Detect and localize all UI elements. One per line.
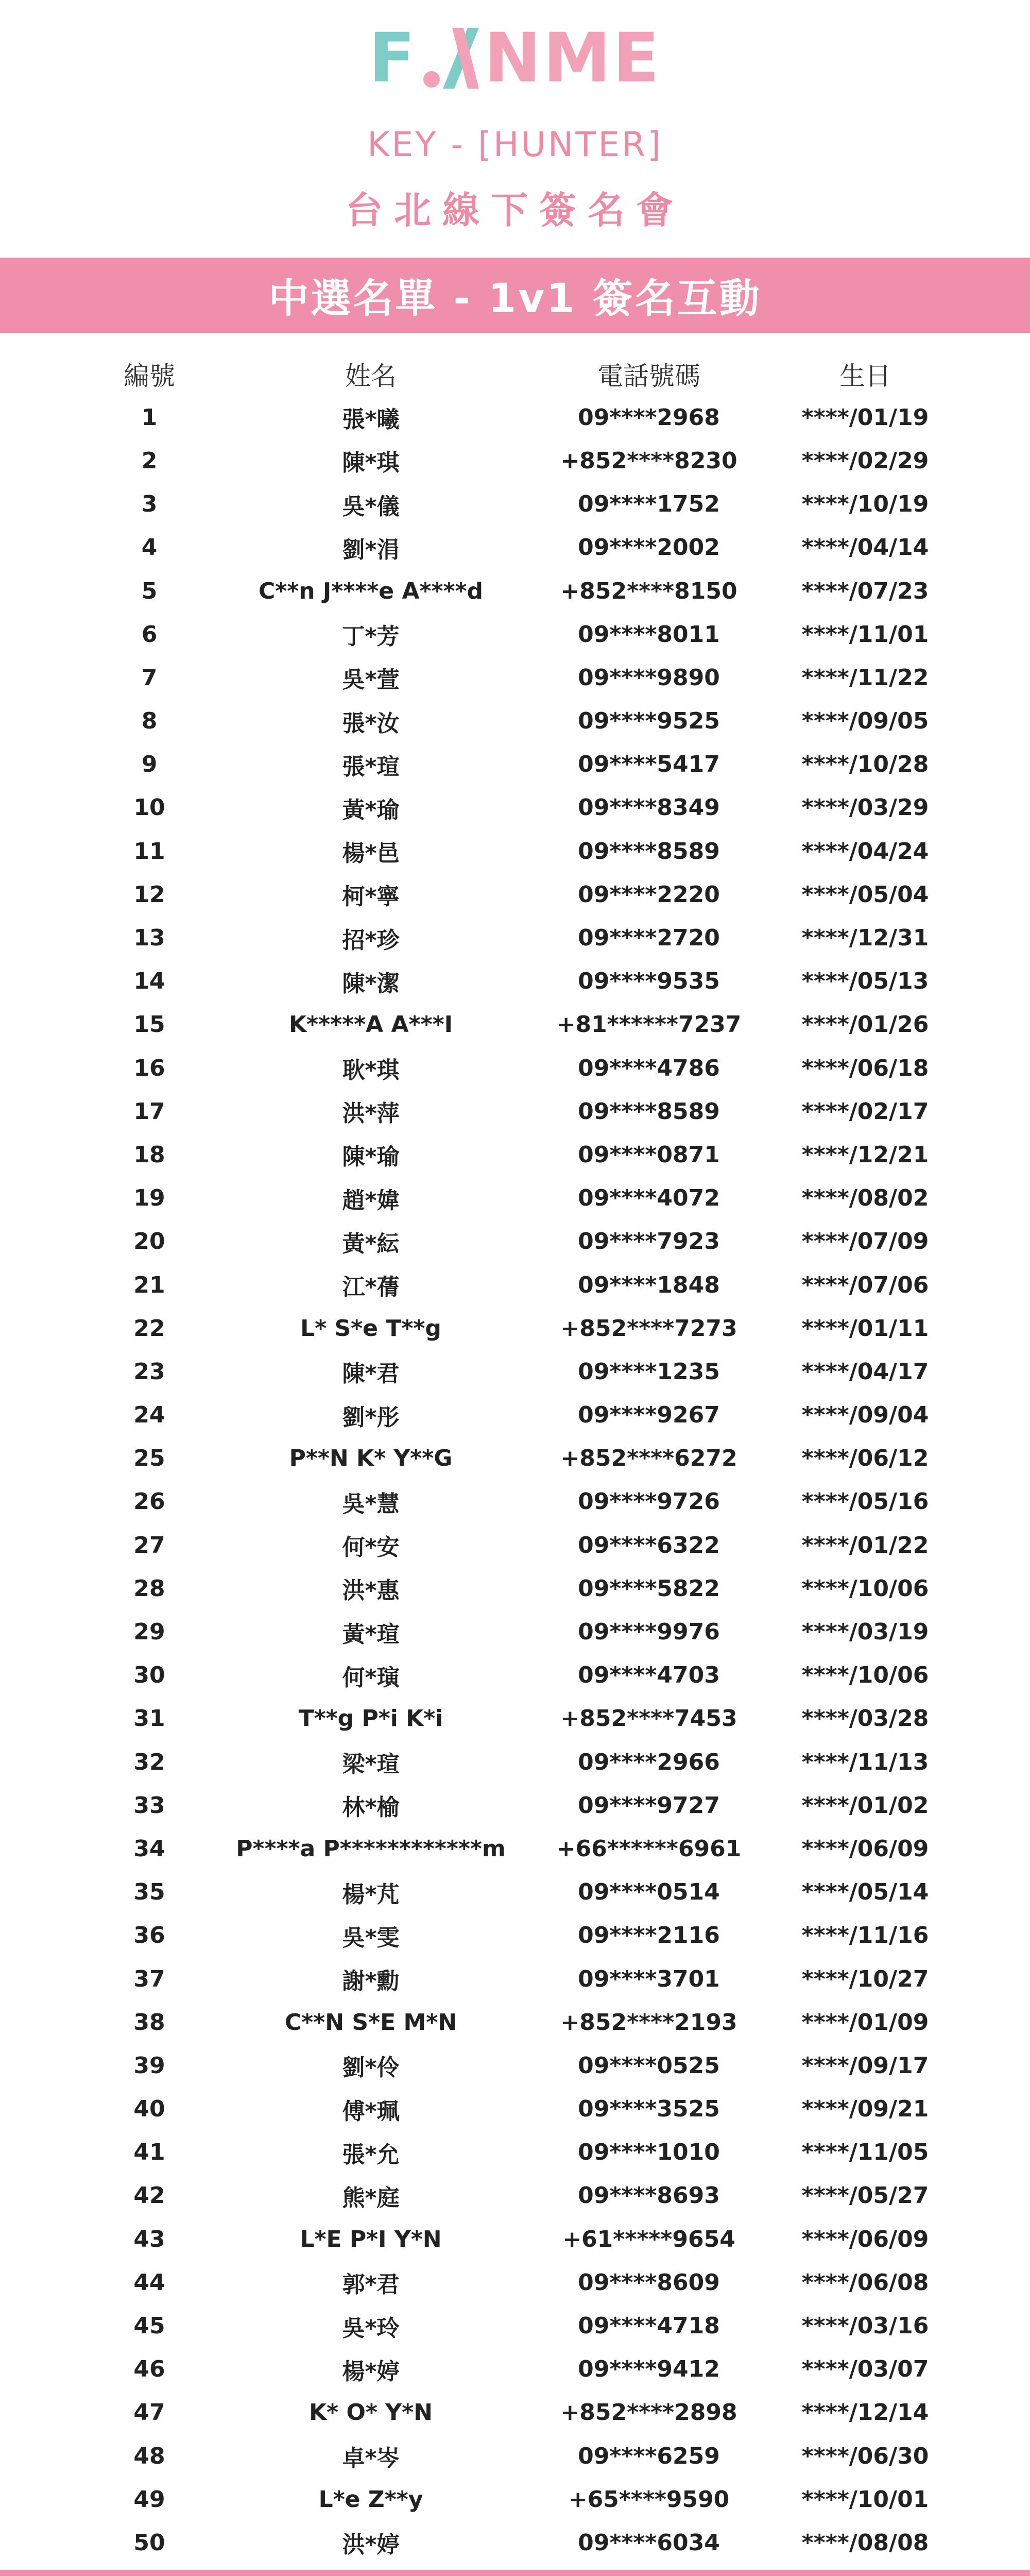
row-birthday: ****/05/14 [801, 1879, 929, 1906]
table-row [0, 1133, 1030, 1176]
row-no: 32 [133, 1749, 165, 1775]
row-phone: +61*****9654 [562, 2226, 735, 2252]
row-phone: +81******7237 [556, 1011, 742, 1038]
row-no: 17 [133, 1098, 165, 1125]
row-birthday: ****/10/06 [801, 1662, 929, 1689]
row-no: 31 [133, 1705, 165, 1732]
row-birthday: ****/12/14 [801, 2399, 929, 2426]
row-no: 3 [141, 491, 158, 518]
row-phone: 09****9727 [578, 1792, 720, 1819]
row-birthday: ****/03/16 [801, 2313, 929, 2340]
table-row [0, 1177, 1030, 1220]
table-row [0, 1090, 1030, 1133]
row-name: 黃*紜 [342, 1230, 400, 1257]
row-no: 35 [133, 1879, 165, 1906]
row-birthday: ****/07/09 [801, 1228, 929, 1255]
row-no: 6 [141, 621, 158, 648]
row-name: 丁*芳 [342, 623, 400, 650]
row-name: L* S*e T**g [300, 1315, 441, 1342]
row-phone: 09****6322 [578, 1532, 720, 1558]
row-name: K* O* Y*N [309, 2399, 433, 2426]
row-name: 黃*瑜 [342, 796, 400, 823]
row-no: 5 [141, 578, 158, 604]
table-row [0, 1827, 1030, 1870]
table-row [0, 700, 1030, 743]
row-name: 張*允 [342, 2141, 400, 2168]
event-title: KEY - [HUNTER] [367, 125, 663, 164]
table-row [0, 873, 1030, 916]
table-row [0, 613, 1030, 656]
row-no: 11 [133, 838, 165, 865]
row-name: 招*珍 [342, 927, 400, 954]
row-phone: 09****9890 [578, 664, 720, 691]
row-name: 洪*惠 [342, 1578, 400, 1604]
row-name: 洪*萍 [342, 1100, 400, 1127]
table-row [0, 2261, 1030, 2304]
row-birthday: ****/01/26 [801, 1011, 929, 1038]
row-phone: 09****9976 [578, 1619, 720, 1646]
table-row [0, 2478, 1030, 2521]
row-no: 12 [133, 881, 165, 908]
row-birthday: ****/05/27 [801, 2182, 929, 2209]
row-phone: +66******6961 [556, 1835, 742, 1862]
row-no: 19 [133, 1185, 165, 1212]
row-phone: 09****9726 [578, 1488, 720, 1515]
table-row [0, 439, 1030, 482]
row-name: 卓*岑 [342, 2445, 400, 2472]
row-birthday: ****/09/21 [801, 2096, 929, 2123]
table-row [0, 656, 1030, 699]
table-row [0, 569, 1030, 613]
row-phone: 09****9535 [578, 968, 720, 995]
row-phone: +65****9590 [568, 2486, 730, 2513]
row-no: 42 [133, 2182, 165, 2209]
row-name: 吳*雯 [342, 1924, 400, 1951]
table-row [0, 2217, 1030, 2261]
row-birthday: ****/03/28 [801, 1705, 929, 1732]
row-name: 熊*庭 [342, 2184, 400, 2211]
table-row [0, 2304, 1030, 2347]
row-phone: 09****7923 [578, 1228, 720, 1255]
row-phone: +852****8230 [560, 447, 737, 474]
row-no: 25 [133, 1445, 165, 1472]
row-name: 柯*寧 [342, 884, 400, 910]
row-no: 21 [133, 1272, 165, 1298]
row-no: 50 [133, 2529, 165, 2556]
row-name: 郭*君 [342, 2272, 400, 2298]
row-name: 劉*涓 [342, 536, 400, 563]
row-birthday: ****/05/13 [801, 968, 929, 995]
row-no: 20 [133, 1228, 165, 1255]
row-birthday: ****/11/22 [801, 664, 929, 691]
row-phone: 09****4786 [578, 1055, 720, 1081]
row-birthday: ****/04/24 [801, 838, 929, 865]
row-birthday: ****/03/19 [801, 1619, 929, 1646]
row-phone: 09****4072 [578, 1185, 720, 1212]
table-row [0, 1784, 1030, 1827]
row-birthday: ****/08/08 [801, 2529, 929, 2556]
row-name: 吳*萱 [342, 667, 400, 693]
row-no: 43 [133, 2226, 165, 2252]
table-row [0, 2088, 1030, 2131]
event-subtitle: 台北線下簽名會 [345, 189, 684, 232]
row-phone: +852****8150 [560, 578, 737, 604]
row-no: 46 [133, 2356, 165, 2383]
row-phone: +852****2898 [560, 2399, 737, 2426]
row-birthday: ****/04/17 [801, 1358, 929, 1385]
row-phone: 09****0525 [578, 2052, 720, 2079]
row-name: 劉*伶 [342, 2055, 400, 2081]
row-no: 7 [141, 664, 158, 691]
row-birthday: ****/11/01 [801, 621, 929, 648]
row-birthday: ****/10/06 [801, 1575, 929, 1602]
row-no: 2 [141, 447, 158, 474]
row-birthday: ****/01/02 [801, 1792, 929, 1819]
row-name: 楊*邑 [342, 840, 400, 867]
row-no: 37 [133, 1965, 165, 1992]
row-birthday: ****/06/18 [801, 1055, 929, 1081]
table-row [0, 1523, 1030, 1567]
table-row [0, 1003, 1030, 1046]
logo-a-mark [422, 28, 479, 89]
row-birthday: ****/03/29 [801, 794, 929, 821]
row-birthday: ****/01/09 [801, 2009, 929, 2036]
row-phone: +852****2193 [560, 2009, 737, 2036]
row-name: 耿*琪 [342, 1057, 400, 1084]
row-birthday: ****/10/27 [801, 1965, 929, 1992]
row-name: 陳*瑜 [342, 1144, 400, 1171]
table-row [0, 960, 1030, 1003]
table-row [0, 1697, 1030, 1740]
row-name: 楊*婷 [342, 2358, 400, 2385]
table-row [0, 483, 1030, 526]
row-birthday: ****/03/07 [801, 2356, 929, 2383]
row-phone: 09****8349 [578, 794, 720, 821]
row-no: 18 [133, 1141, 165, 1168]
row-no: 34 [133, 1835, 165, 1862]
row-name: 江*蒨 [342, 1274, 400, 1301]
row-birthday: ****/09/05 [801, 708, 929, 735]
row-phone: 09****9525 [578, 708, 720, 735]
section1-banner: 中選名單 - 1v1 簽名互動 [0, 258, 1030, 333]
row-no: 23 [133, 1358, 165, 1385]
table-row [0, 1307, 1030, 1350]
row-phone: 09****6259 [578, 2443, 720, 2469]
table-header-row [0, 352, 1030, 396]
table-row [0, 1567, 1030, 1610]
row-birthday: ****/09/04 [801, 1402, 929, 1429]
row-phone: +852****7273 [560, 1315, 737, 1342]
row-name: C**n J****e A****d [258, 578, 484, 604]
row-name: 黃*瑄 [342, 1621, 400, 1648]
row-phone: 09****5822 [578, 1575, 720, 1602]
table-row [0, 786, 1030, 829]
table-row [0, 1654, 1030, 1697]
table-row [0, 1740, 1030, 1784]
row-birthday: ****/12/31 [801, 925, 929, 952]
row-name: 林*榆 [342, 1794, 400, 1821]
row-no: 9 [141, 751, 158, 778]
table-row [0, 2001, 1030, 2044]
row-phone: 09****5417 [578, 751, 720, 778]
row-no: 10 [133, 794, 165, 821]
row-birthday: ****/02/29 [801, 447, 929, 474]
row-birthday: ****/09/17 [801, 2052, 929, 2079]
table-row [0, 2044, 1030, 2087]
row-phone: 09****1235 [578, 1358, 720, 1385]
row-phone: 09****3525 [578, 2096, 720, 2123]
row-no: 14 [133, 968, 165, 995]
row-no: 24 [133, 1402, 165, 1429]
row-no: 49 [133, 2486, 165, 2513]
table-row [0, 1220, 1030, 1263]
row-birthday: ****/05/16 [801, 1488, 929, 1515]
row-birthday: ****/07/23 [801, 578, 929, 604]
row-birthday: ****/06/30 [801, 2443, 929, 2469]
row-no: 47 [133, 2399, 165, 2426]
col-birthday-header: 生日 [839, 361, 891, 392]
row-phone: 09****3701 [578, 1965, 720, 1992]
col-no-header: 編號 [124, 361, 175, 392]
table-row [0, 2391, 1030, 2434]
table-row [0, 1263, 1030, 1307]
row-name: 趙*媁 [342, 1187, 400, 1214]
row-no: 13 [133, 925, 165, 952]
section1-table [0, 352, 1030, 2565]
row-no: 45 [133, 2313, 165, 2340]
row-phone: 09****0871 [578, 1141, 720, 1168]
row-birthday: ****/11/05 [801, 2139, 929, 2166]
table-row [0, 1871, 1030, 1914]
row-birthday: ****/07/06 [801, 1272, 929, 1298]
row-no: 15 [133, 1011, 165, 1038]
col-phone-header: 電話號碼 [597, 361, 700, 392]
table-row [0, 1046, 1030, 1090]
row-name: 劉*彤 [342, 1404, 400, 1431]
row-phone: 09****8011 [578, 621, 720, 648]
row-birthday: ****/06/09 [801, 1835, 929, 1862]
table-row [0, 916, 1030, 959]
row-birthday: ****/10/01 [801, 2486, 929, 2513]
row-no: 44 [133, 2269, 165, 2296]
row-phone: 09****8589 [578, 1098, 720, 1125]
row-phone: 09****2720 [578, 925, 720, 952]
row-phone: 09****1010 [578, 2139, 720, 2166]
row-phone: 09****1848 [578, 1272, 720, 1298]
row-no: 39 [133, 2052, 165, 2079]
row-name: 張*曦 [342, 406, 400, 433]
row-name: 陳*潔 [342, 970, 400, 997]
row-phone: 09****1752 [578, 491, 720, 518]
row-name: 謝*勳 [342, 1968, 400, 1995]
row-no: 41 [133, 2139, 165, 2166]
table-row [0, 829, 1030, 873]
row-name: 梁*瑄 [342, 1751, 400, 1778]
row-phone: +852****7453 [560, 1705, 737, 1732]
row-name: 傅*珮 [342, 2098, 400, 2125]
row-no: 16 [133, 1055, 165, 1081]
row-birthday: ****/02/17 [801, 1098, 929, 1125]
row-name: 張*汝 [342, 710, 400, 737]
row-phone: 09****8693 [578, 2182, 720, 2209]
row-name: T**g P*i K*i [298, 1705, 443, 1732]
row-phone: 09****2966 [578, 1749, 720, 1775]
row-birthday: ****/11/13 [801, 1749, 929, 1775]
row-no: 28 [133, 1575, 165, 1602]
row-phone: 09****2220 [578, 881, 720, 908]
row-birthday: ****/01/22 [801, 1532, 929, 1558]
table-row [0, 1394, 1030, 1437]
row-birthday: ****/10/28 [801, 751, 929, 778]
row-no: 40 [133, 2096, 165, 2123]
row-phone: 09****2968 [578, 404, 720, 431]
row-birthday: ****/06/12 [801, 1445, 929, 1472]
table-row [0, 1914, 1030, 1957]
table-row [0, 1480, 1030, 1523]
row-birthday: ****/06/09 [801, 2226, 929, 2252]
row-no: 27 [133, 1532, 165, 1558]
row-phone: 09****4703 [578, 1662, 720, 1689]
table-row [0, 743, 1030, 786]
row-no: 26 [133, 1488, 165, 1515]
row-phone: 09****9267 [578, 1402, 720, 1429]
row-name: P****a P************m [236, 1835, 506, 1862]
row-name: 吳*儀 [342, 493, 400, 520]
row-phone: 09****2002 [578, 534, 720, 561]
row-birthday: ****/04/14 [801, 534, 929, 561]
row-name: 何*璌 [342, 1664, 400, 1691]
row-name: C**N S*E M*N [284, 2009, 457, 2036]
row-no: 38 [133, 2009, 165, 2036]
row-birthday: ****/01/19 [801, 404, 929, 431]
table-row [0, 2521, 1030, 2564]
row-name: 何*安 [342, 1534, 400, 1561]
table-row [0, 396, 1030, 439]
row-phone: +852****6272 [560, 1445, 737, 1472]
row-no: 29 [133, 1619, 165, 1646]
row-birthday: ****/12/21 [801, 1141, 929, 1168]
row-name: 吳*玲 [342, 2315, 400, 2342]
table-row [0, 1437, 1030, 1480]
row-no: 48 [133, 2443, 165, 2469]
row-phone: 09****4718 [578, 2313, 720, 2340]
row-birthday: ****/05/04 [801, 881, 929, 908]
row-name: 吳*慧 [342, 1490, 400, 1517]
table-row [0, 2348, 1030, 2391]
row-no: 22 [133, 1315, 165, 1342]
table-row [0, 1610, 1030, 1653]
row-birthday: ****/06/08 [801, 2269, 929, 2296]
row-phone: 09****8609 [578, 2269, 720, 2296]
row-birthday: ****/01/11 [801, 1315, 929, 1342]
table-row [0, 1350, 1030, 1393]
row-phone: 09****0514 [578, 1879, 720, 1906]
table-row [0, 2434, 1030, 2478]
row-phone: 09****9412 [578, 2356, 720, 2383]
row-no: 4 [141, 534, 158, 561]
row-name: P**N K* Y**G [289, 1445, 453, 1472]
row-birthday: ****/08/02 [801, 1185, 929, 1212]
fanme-logo: F NME [368, 19, 662, 98]
col-name-header: 姓名 [345, 361, 397, 392]
table-row [0, 1957, 1030, 2001]
row-name: L*E P*I Y*N [300, 2226, 442, 2252]
row-name: 楊*芃 [342, 1881, 400, 1908]
row-phone: 09****2116 [578, 1922, 720, 1949]
row-name: L*e Z**y [318, 2486, 423, 2513]
row-name: 張*瑄 [342, 753, 400, 780]
row-name: 陳*君 [342, 1361, 400, 1387]
row-name: K*****A A***I [289, 1011, 453, 1038]
row-no: 36 [133, 1922, 165, 1949]
page-header [0, 0, 1030, 258]
row-name: 洪*婷 [342, 2532, 400, 2558]
row-birthday: ****/11/16 [801, 1922, 929, 1949]
row-birthday: ****/10/19 [801, 491, 929, 518]
row-no: 33 [133, 1792, 165, 1819]
table-row [0, 2174, 1030, 2217]
row-name: 陳*琪 [342, 450, 400, 477]
row-phone: 09****6034 [578, 2529, 720, 2556]
row-no: 8 [141, 708, 158, 735]
row-phone: 09****8589 [578, 838, 720, 865]
row-no: 30 [133, 1662, 165, 1689]
section2-banner [0, 2570, 1030, 2576]
row-no: 1 [141, 404, 158, 431]
table-row [0, 2131, 1030, 2174]
table-row [0, 526, 1030, 569]
